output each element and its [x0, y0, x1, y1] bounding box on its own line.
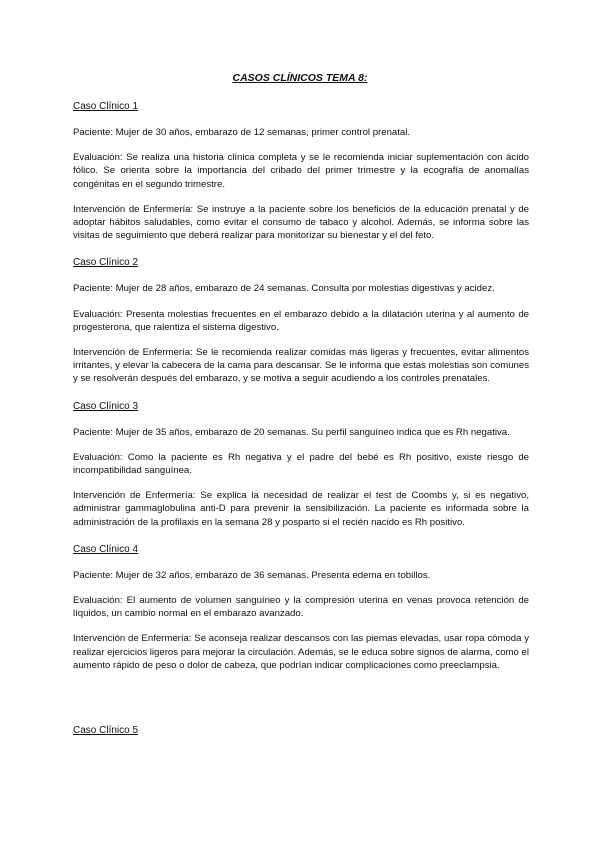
case-3 [73, 400, 529, 529]
case-heading: Caso Clínico 3 [73, 400, 139, 412]
case-paciente: Paciente: Mujer de 28 años, embarazo de 24 semanas. Consulta por molestias digestivas y acidez. [73, 283, 495, 295]
document-body [73, 100, 529, 750]
case-paciente: Paciente: Mujer de 35 años, embarazo de 20 semanas. Su perfil sanguíneo indica que es Rh negativa. [73, 426, 510, 438]
case-evaluacion: Evaluación: Presenta molestias frecuentes en el embarazo debido a la dilatación uterina y al aumento de progesterona, que ralentiza el sistema digestivo. [73, 308, 529, 333]
case-2 [73, 256, 529, 385]
case-evaluacion: Evaluación: El aumento de volumen sanguíneo y la compresión uterina en venas provoca retención de líquidos, un cambio normal en el embarazo avanzado. [73, 595, 529, 620]
case-heading: Caso Clínico 2 [73, 257, 139, 269]
case-evaluacion: Evaluación: Se realiza una historia clínica completa y se le recomienda iniciar suplementación con ácido fólico. Se orienta sobre la importancia del cribado del primer trimestre y la ecografía de anomalías congénitas en el segundo trimestre. [73, 152, 529, 190]
case-intervencion: Intervención de Enfermería: Se instruye a la paciente sobre los beneficios de la educación prenatal y de adoptar hábitos saludables, como evitar el consumo de tabaco y alcohol. Además, se informa sobre las visitas de seguimiento que deberá realizar para monitorizar su bienestar y el del feto. [73, 203, 529, 242]
case-5-heading: Caso Clínico 5 [73, 725, 139, 737]
case-intervencion: Intervención de Enfermería: Se explica la necesidad de realizar el test de Coombs y, si es negativo, administrar gammaglobulina anti-D para prevenir la sensibilización. La paciente es informada sobre la administración de la profilaxis en la semana 28 y posparto si el recién nacido es Rh positivo. [73, 490, 529, 528]
case-1 [73, 100, 529, 242]
document-title: CASOS CLÍNICOS TEMA 8: [232, 72, 368, 84]
case-heading: Caso Clínico 4 [73, 543, 139, 555]
case-intervencion: Intervención de Enfermería: Se aconseja realizar descansos con las piernas elevadas, usar ropa cómoda y realizar ejercicios ligeros para mejorar la circulación. Además, se le educa sobre signos de alarma, como el aumento rápido de peso o dolor de cabeza, que podrían indicar complicaciones como preeclampsia. [73, 633, 529, 671]
case-paciente: Paciente: Mujer de 30 años, embarazo de 12 semanas, primer control prenatal. [73, 127, 411, 138]
case-evaluacion: Evaluación: Como la paciente es Rh negativa y el padre del bebé es Rh positivo, existe riesgo de incompatibilidad sanguínea. [73, 451, 529, 477]
case-heading: Caso Clínico 1 [73, 101, 139, 112]
case-4 [73, 543, 529, 672]
case-intervencion: Intervención de Enfermería: Se le recomienda realizar comidas más ligeras y frecuentes, evitar alimentos irritantes, y elevar la cabecera de la cama para descansar. Se le informa que estas molestias son comunes y se resolverán después del embarazo, y se motiva a seguir acudiendo a los controles prenatales. [73, 347, 529, 385]
case-paciente: Paciente: Mujer de 32 años, embarazo de 36 semanas. Presenta edema en tobillos. [73, 569, 431, 581]
